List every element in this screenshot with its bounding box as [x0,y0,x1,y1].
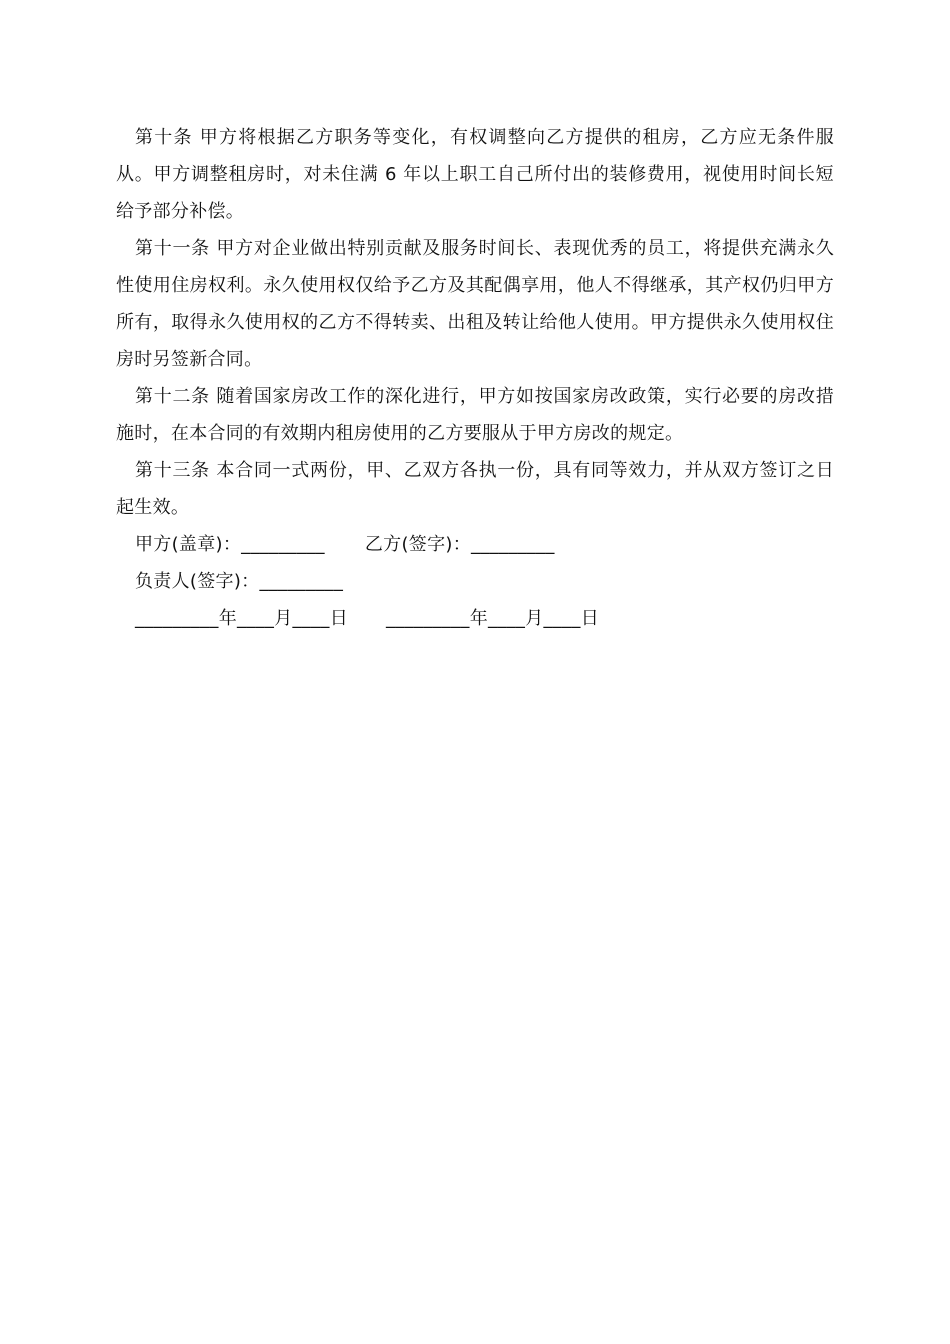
signature-row-person-in-charge [116,563,834,600]
article-13: 第十三条 本合同一式两份，甲、乙双方各执一份，具有同等效力，并从双方签订之日起生效。 [116,460,834,518]
party-a-date-field: _________年____月____日 [135,608,348,629]
party-b-date-field: _________年____月____日 [386,608,599,629]
signature-row-dates [116,600,834,637]
article-10: 第十条 甲方将根据乙方职务等变化，有权调整向乙方提供的租房，乙方应无条件服从。甲方调整租房时，对未住满 6 年以上职工自己所付出的装修费用，视使用时间长短给予部分补偿。 [116,127,834,222]
article-11: 第十一条 甲方对企业做出特别贡献及服务时间长、表现优秀的员工，将提供充满永久性使用住房权利。永久使用权仅给予乙方及其配偶享用，他人不得继承，其产权仍归甲方所有，取得永久使用权的乙方不得转卖、出租及转让给他人使用。甲方提供永久使用权住房时另签新合同。 [116,238,834,370]
party-b-signature-field: 乙方(签字)：_________ [364,534,555,555]
person-in-charge-signature-field: 负责人(签字)：_________ [135,571,344,592]
signature-row-parties [116,526,834,563]
article-12: 第十二条 随着国家房改工作的深化进行，甲方如按国家房改政策，实行必要的房改措施时，在本合同的有效期内租房使用的乙方要服从于甲方房改的规定。 [116,386,834,444]
party-a-seal-field: 甲方(盖章)：_________ [135,534,325,555]
contract-body [116,119,834,637]
